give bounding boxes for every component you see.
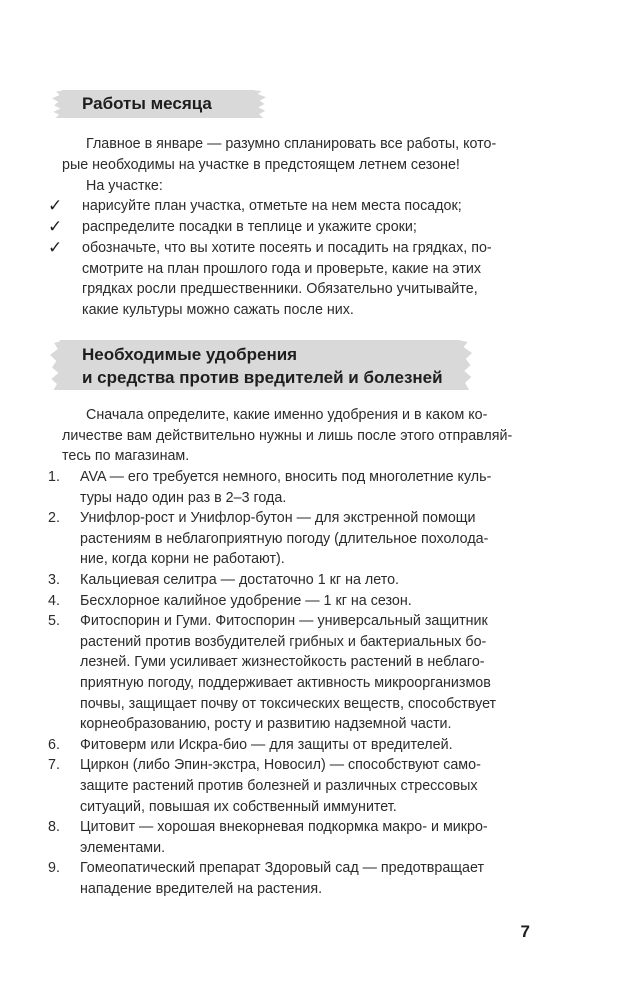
list-item-number: 6. bbox=[48, 736, 60, 753]
section-heading-works-of-month: Работы месяца bbox=[82, 94, 212, 113]
section-heading-banner bbox=[62, 90, 254, 118]
numbered-list-item bbox=[48, 755, 528, 817]
numbered-list-item bbox=[48, 467, 528, 508]
intro-paragraph: Главное в январе — разумно спланировать все работы, кото- рые необходимы на участке в предстоящем летнем сезоне! bbox=[62, 136, 497, 173]
list-item-text: Кальциевая селитра — достаточно 1 кг на лето. bbox=[80, 572, 400, 588]
checkmark-icon: ✓ bbox=[48, 238, 63, 257]
numbered-list-item bbox=[48, 611, 528, 735]
numbered-list-item bbox=[48, 817, 528, 858]
list-item-number: 8. bbox=[48, 819, 60, 836]
list-item-text: Бесхлорное калийное удобрение — 1 кг на сезон. bbox=[80, 592, 412, 609]
checkmark-icon: ✓ bbox=[48, 196, 63, 215]
list-item-number: 4. bbox=[48, 592, 60, 609]
list-item-number: 7. bbox=[48, 757, 60, 774]
list-item-text: Гомеопатический препарат Здоровый сад — предотвращает нападение вредителей на растения. bbox=[80, 860, 485, 897]
section-heading-fertilizers-line2: и средства против вредителей и болезней bbox=[82, 368, 443, 387]
page-number: 7 bbox=[520, 922, 530, 941]
intro-paragraph: Сначала определите, какие именно удобрения и в каком ко- личестве вам действительно нужны и лишь после этого отправляй- тесь по магазинам. bbox=[62, 407, 513, 465]
list-item-text: Фитоспорин и Гуми. Фитоспорин — универсальный защитник растений против возбудителей грибных и бактериальных бо- лезней. Гуми усиливает жизнестойкость растений в неблаго- приятную погоду, поддерживает активность микроорганизмов почвы, защищает почву от токсических веществ, способствует корнеобразованию, росту и развитию надземной части. bbox=[80, 613, 497, 733]
numbered-list-item bbox=[48, 858, 528, 899]
list-item-number: 1. bbox=[48, 469, 60, 485]
checkmark-icon: ✓ bbox=[48, 217, 63, 236]
on-site-label: На участке: bbox=[86, 178, 163, 194]
numbered-list-item bbox=[48, 735, 528, 756]
section-heading-fertilizers: Необходимые удобрения bbox=[82, 345, 298, 364]
section-heading-banner bbox=[60, 340, 460, 390]
numbered-list-item bbox=[48, 508, 528, 570]
list-item-text: Фитоверм или Искра-био — для защиты от вредителей. bbox=[80, 736, 453, 753]
list-item-text: Цитовит — хорошая внекорневая подкормка макро- и микро- элементами. bbox=[80, 819, 488, 856]
checklist-item: ✓ нарисуйте план участка, отметьте на нем места посадок; bbox=[48, 196, 462, 215]
list-item-number: 9. bbox=[48, 860, 60, 877]
checklist-item bbox=[48, 238, 528, 320]
list-item-number: 2. bbox=[48, 510, 60, 527]
numbered-list-item bbox=[48, 591, 528, 612]
checklist-item-text: обозначьте, что вы хотите посеять и посадить на грядках, по- смотрите на план прошлого года и проверьте, какие на этих грядках росли предшественники. Обязательно учитывайте, какие культуры можно сажать после них. bbox=[82, 240, 492, 318]
numbered-list-item bbox=[48, 570, 528, 591]
list-item-text: Унифлор-рост и Унифлор-бутон — для экстренной помощи растениям в неблагоприятную погоду (длительное похолода- ние, когда корни не работают). bbox=[80, 510, 489, 568]
list-item-text: Циркон (либо Эпин-экстра, Новосил) — способствуют само- защите растений против болезней и различных стрессовых ситуаций, повышая их собственный иммунитет. bbox=[80, 757, 481, 815]
list-item-number: 3. bbox=[48, 572, 60, 588]
list-item-text: AVA — его требуется немного, вносить под многолетние куль- туры надо один раз в 2–3 года. bbox=[80, 469, 492, 506]
checklist-item: ✓ распределите посадки в теплице и укажите сроки; bbox=[48, 217, 417, 236]
list-item-number: 5. bbox=[48, 613, 60, 630]
